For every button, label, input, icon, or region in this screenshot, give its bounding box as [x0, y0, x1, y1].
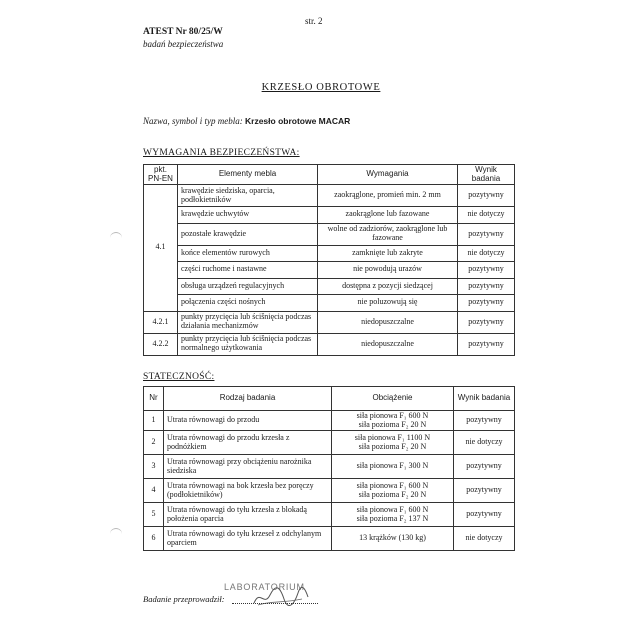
col-header-element: Elementy mebla	[178, 165, 318, 185]
result-cell: pozytywny	[458, 223, 515, 245]
load-cell: siła pionowa F₁ 600 N siła pozioma F₂ 137 N	[332, 503, 454, 527]
table-row	[144, 527, 515, 551]
result-cell: pozytywny	[458, 295, 515, 312]
safety-table	[143, 164, 515, 356]
result-cell: pozytywny	[454, 411, 515, 431]
result-cell: pozytywny	[458, 311, 515, 333]
pkt-cell: 4.1	[144, 185, 178, 312]
result-cell: nie dotyczy	[458, 245, 515, 262]
table-row	[144, 245, 515, 262]
table-row	[144, 479, 515, 503]
requirement-cell: niedopuszczalne	[318, 333, 458, 355]
result-cell: pozytywny	[458, 333, 515, 355]
signature-line	[232, 594, 318, 604]
safety-table-header	[144, 165, 515, 185]
requirement-cell: zamknięte lub zakryte	[318, 245, 458, 262]
certificate-number: ATEST Nr 80/25/W	[143, 27, 223, 37]
nr-cell: 5	[144, 503, 164, 527]
result-cell: nie dotyczy	[454, 527, 515, 551]
punch-hole-mark	[110, 232, 122, 239]
element-cell: punkty przycięcia lub ścišnięcia podczas normalnego użytkowania	[178, 333, 318, 355]
load-cell: siła pionowa F₁ 600 N siła pozioma F₂ 20 N	[332, 479, 454, 503]
stability-table-header	[144, 387, 515, 411]
requirement-cell: nie powodują urazów	[318, 262, 458, 279]
requirement-cell: zaokrąglone lub fazowane	[318, 207, 458, 224]
element-cell: punkty przycięcia lub ścišnięcia podczas działania mechanizmów	[178, 311, 318, 333]
col-header-pkt: pkt. PN-EN	[144, 165, 178, 185]
page-number: str. 2	[305, 16, 323, 26]
table-row	[144, 411, 515, 431]
col-header-result: Wynik badania	[458, 165, 515, 185]
furniture-name-value: Krzesło obrotowe MACAR	[245, 116, 351, 126]
result-cell: pozytywny	[458, 278, 515, 295]
punch-hole-mark	[110, 528, 122, 535]
load-cell: siła pionowa F₁ 300 N	[332, 455, 454, 479]
col-header-load: Obciążenie	[332, 387, 454, 411]
requirement-cell: niedopuszczalne	[318, 311, 458, 333]
element-cell: krawędzie uchwytów	[178, 207, 318, 224]
pkt-cell: 4.2.2	[144, 333, 178, 355]
element-cell: krawędzie siedziska, oparcia, podłokietników	[178, 185, 318, 207]
requirement-cell: dostępna z pozycji siedzącej	[318, 278, 458, 295]
element-cell: końce elementów rurowych	[178, 245, 318, 262]
stability-heading: STATECZNOŚĆ:	[143, 372, 215, 382]
pkt-cell: 4.2.1	[144, 311, 178, 333]
table-row	[144, 333, 515, 355]
test-cell: Utrata równowagi do przodu krzesła z podnóżkiem	[164, 431, 332, 455]
result-cell: pozytywny	[454, 455, 515, 479]
nr-cell: 6	[144, 527, 164, 551]
test-cell: Utrata równowagi do tyłu krzesła z blokadą położenia oparcia	[164, 503, 332, 527]
col-header-result: Wynik badania	[454, 387, 515, 411]
result-cell: pozytywny	[454, 503, 515, 527]
test-cell: Utrata równowagi do tyłu krzeseł z odchylanym oparciem	[164, 527, 332, 551]
table-row	[144, 311, 515, 333]
laboratory-stamp: LABORATORIUM	[224, 582, 305, 592]
table-row	[144, 207, 515, 224]
requirement-cell: nie poluzowują się	[318, 295, 458, 312]
requirement-cell: wolne od zadziorów, zaokrąglone lub fazowane	[318, 223, 458, 245]
document-title: KRZESŁO OBROTOWE	[261, 82, 381, 93]
element-cell: połączenia części nośnych	[178, 295, 318, 312]
safety-heading: WYMAGANIA BEZPIECZEŃSTWA:	[143, 148, 300, 158]
table-row	[144, 431, 515, 455]
nr-cell: 4	[144, 479, 164, 503]
result-cell: nie dotyczy	[458, 207, 515, 224]
certificate-subtitle: badań bezpieczeństwa	[143, 39, 224, 49]
result-cell: pozytywny	[454, 479, 515, 503]
nr-cell: 2	[144, 431, 164, 455]
col-header-nr: Nr	[144, 387, 164, 411]
table-row	[144, 278, 515, 295]
stability-table	[143, 386, 515, 551]
col-header-test: Rodzaj badania	[164, 387, 332, 411]
col-header-requirement: Wymagania	[318, 165, 458, 185]
test-cell: Utrata równowagi do przodu	[164, 411, 332, 431]
result-cell: nie dotyczy	[454, 431, 515, 455]
nr-cell: 3	[144, 455, 164, 479]
table-row	[144, 295, 515, 312]
signature-label: Badanie przeprowadził:	[143, 594, 225, 604]
result-cell: pozytywny	[458, 185, 515, 207]
table-row	[144, 223, 515, 245]
table-row	[144, 503, 515, 527]
load-cell: siła pionowa F₁ 600 N siła pozioma F₂ 20 N	[332, 411, 454, 431]
table-row	[144, 262, 515, 279]
result-cell: pozytywny	[458, 262, 515, 279]
furniture-name-label: Nazwa, symbol i typ mebla:	[143, 116, 243, 126]
furniture-name-line	[143, 116, 350, 126]
requirement-cell: zaokrąglone, promień min. 2 mm	[318, 185, 458, 207]
test-cell: Utrata równowagi przy obciążeniu narożnika siedziska	[164, 455, 332, 479]
table-row	[144, 185, 515, 207]
table-row	[144, 455, 515, 479]
element-cell: części ruchome i nastawne	[178, 262, 318, 279]
nr-cell: 1	[144, 411, 164, 431]
test-cell: Utrata równowagi na bok krzesła bez poręczy (podłokietników)	[164, 479, 332, 503]
element-cell: pozostałe krawędzie	[178, 223, 318, 245]
element-cell: obsługa urządzeń regulacyjnych	[178, 278, 318, 295]
load-cell: siła pionowa F₁ 1100 N siła pozioma F₂ 20 N	[332, 431, 454, 455]
load-cell: 13 krążków (130 kg)	[332, 527, 454, 551]
